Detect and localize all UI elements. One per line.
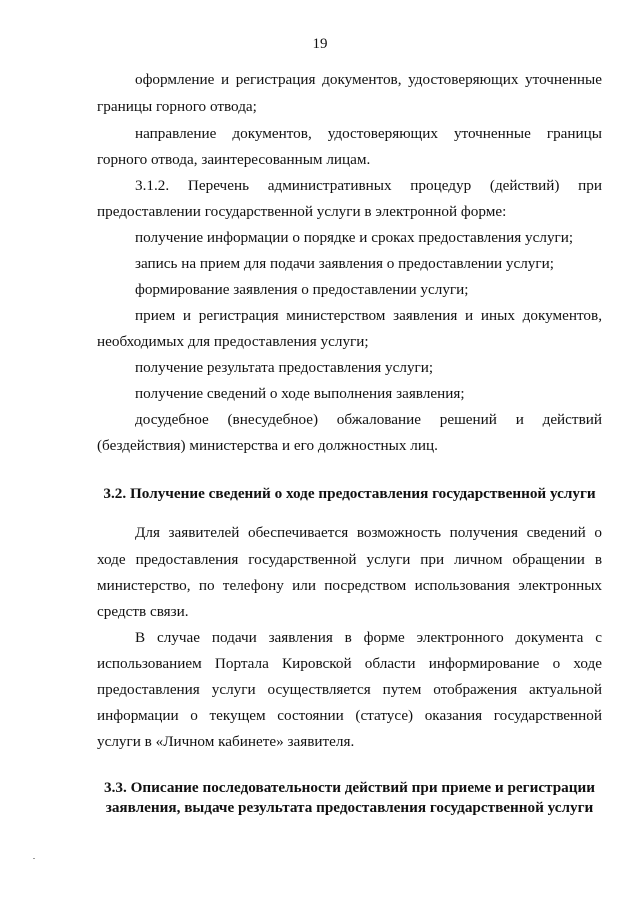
- paragraph-line: 3.1.2. Перечень административных процедур (действий) при: [135, 177, 602, 194]
- paragraph-line: министерство, по телефону или посредством использования электронных: [97, 577, 602, 594]
- scan-speck: [33, 858, 35, 859]
- paragraph-line: формирование заявления о предоставлении услуги;: [135, 281, 469, 298]
- paragraph-line: информации о текущем состоянии (статусе) оказания государственной: [97, 707, 602, 724]
- paragraph-line: использованием Портала Кировской области информирование о ходе: [97, 655, 602, 672]
- paragraph-line: (бездействия) министерства и его должностных лиц.: [97, 437, 438, 454]
- paragraph-line: получение результата предоставления услуги;: [135, 359, 434, 376]
- paragraph-line: досудебное (внесудебное) обжалование решений и действий: [135, 411, 602, 428]
- paragraph-line: Для заявителей обеспечивается возможность получения сведений о: [135, 524, 602, 541]
- paragraph-line: оформление и регистрация документов, удостоверяющих уточненные: [135, 71, 602, 88]
- page-number: 19: [312, 36, 328, 52]
- paragraph-line: запись на прием для подачи заявления о предоставлении услуги;: [135, 255, 554, 272]
- paragraph-line: ходе предоставления государственной услуги при личном обращении в: [97, 551, 602, 568]
- paragraph-line: В случае подачи заявления в форме электронного документа с: [135, 629, 602, 646]
- paragraph-line: направление документов, удостоверяющих уточненные границы: [135, 125, 602, 142]
- paragraph-line: необходимых для предоставления услуги;: [97, 333, 369, 350]
- paragraph-line: предоставлении государственной услуги в электронной форме:: [97, 203, 507, 220]
- paragraph-line: получение информации о порядке и сроках предоставления услуги;: [135, 229, 574, 246]
- paragraph-line: получение сведений о ходе выполнения заявления;: [135, 385, 465, 402]
- section-heading-3-3-line-2: заявления, выдаче результата предоставления государственной услуги: [105, 799, 594, 816]
- paragraph-line: предоставления услуги осуществляется путем отображения актуальной: [97, 681, 602, 698]
- paragraph-line: горного отвода, заинтересованным лицам.: [97, 151, 371, 168]
- paragraph-line: границы горного отвода;: [97, 98, 257, 115]
- paragraph-line: прием и регистрация министерством заявления и иных документов,: [135, 307, 602, 324]
- section-heading-3-3-line-1: 3.3. Описание последовательности действий при приеме и регистрации: [104, 779, 595, 796]
- paragraph-line: средств связи.: [97, 603, 189, 620]
- paragraph-line: услуги в «Личном кабинете» заявителя.: [97, 733, 355, 750]
- section-heading-3-2: 3.2. Получение сведений о ходе предоставления государственной услуги: [103, 485, 596, 502]
